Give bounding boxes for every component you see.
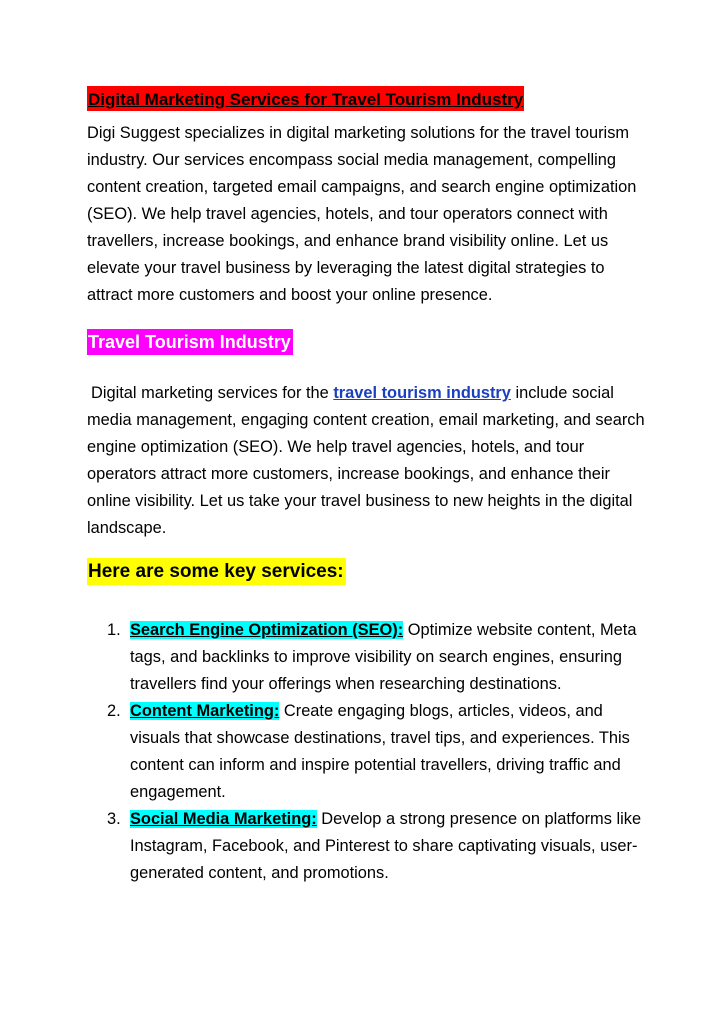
service-title: Social Media Marketing: <box>130 809 317 828</box>
service-number: 3. <box>107 809 121 828</box>
service-title: Content Marketing: <box>130 701 280 720</box>
travel-tourism-heading: Travel Tourism Industry <box>87 329 293 355</box>
paragraph-text-after-link: include social media management, engaging content creation, email marketing, and search engine optimization (SEO). We help travel agencies, hotels, and tour operators attract more customers, increase bookings, and enhance their online visibility. Let us take your travel business to new heights in the digital landscape. <box>87 383 645 537</box>
key-services-heading: Here are some key services: <box>87 558 346 585</box>
document-page <box>87 86 647 887</box>
paragraph-text-before-link: Digital marketing services for the <box>91 383 334 402</box>
main-heading: Digital Marketing Services for Travel Tourism Industry <box>87 86 524 111</box>
service-number: 2. <box>107 701 121 720</box>
service-item-seo <box>87 617 650 698</box>
section-travel-tourism <box>87 309 647 542</box>
service-description: Develop a strong presence on platforms like Instagram, Facebook, and Pinterest to share captivating visuals, user-generated content, and promotions. <box>130 809 642 882</box>
services-list <box>87 617 647 887</box>
service-description: Create engaging blogs, articles, videos, and visuals that showcase destinations, travel tips, and experiences. This content can inform and inspire potential travellers, driving traffic and engagement. <box>130 701 630 801</box>
section-key-services <box>87 542 647 887</box>
service-number: 1. <box>107 620 121 639</box>
section-digital-marketing <box>87 86 647 309</box>
service-title: Search Engine Optimization (SEO): <box>130 620 404 639</box>
service-item-social-media-marketing <box>87 806 650 887</box>
service-description: Optimize website content, Meta tags, and backlinks to improve visibility on search engines, ensuring travellers find your offerings when researching destinations. <box>130 620 637 693</box>
intro-paragraph: Digi Suggest specializes in digital marketing solutions for the travel tourism industry. Our services encompass social media management, compelling content creation, targeted email campaigns, and search engine optimization (SEO). We help travel agencies, hotels, and tour operators connect with travellers, increase bookings, and enhance brand visibility online. Let us elevate your travel business by leveraging the latest digital strategies to attract more customers and boost your online presence. <box>87 124 637 304</box>
travel-tourism-paragraph <box>87 380 647 542</box>
travel-tourism-industry-link[interactable]: travel tourism industry <box>333 383 511 402</box>
service-item-content-marketing <box>87 698 650 806</box>
